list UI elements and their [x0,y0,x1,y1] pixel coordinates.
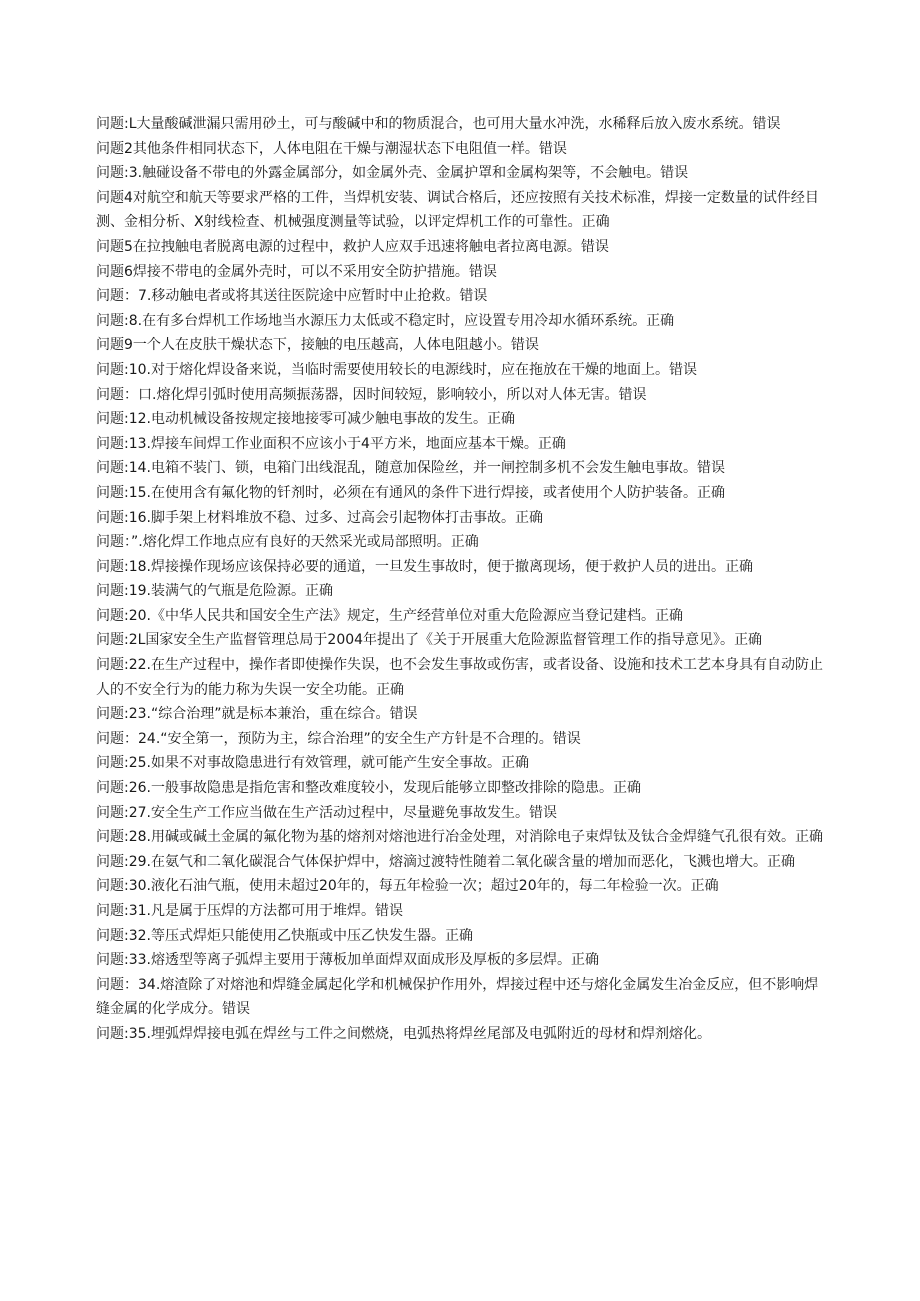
answer-label: 错误 [389,706,418,723]
answer-label: 错误 [696,460,725,477]
question-text: 问题4对航空和航天等要求严格的工件，当焊机安装、调试合格后，还应按照有关技术标准，焊接一定数量的试件经目测、金相分析、X射线检查、机械强度测量等试验，以评定焊机工作的可靠性。 [96,189,819,231]
question-text: 问题:15.在使用含有氟化物的钎剂时，必须在有通风的条件下进行焊接，或者使用个人防护装备。 [96,484,697,501]
question-text: 问题：34.熔渣除了对熔池和焊缝金属起化学和机械保护作用外，焊接过程中还与熔化金属发生冶金反应，但不影响焊缝金属的化学成分。 [96,976,819,1018]
answer-label: 错误 [660,165,689,182]
answer-label: 正确 [794,829,823,846]
question-text: 问题:33.熔透型等离子弧焊主要用于薄板加单面焊双面成形及厚板的多层焊。 [96,952,571,969]
answer-label: 正确 [766,853,795,870]
question-34 [96,973,828,1022]
question-text: 问题:13.焊接车间焊工作业面积不应该小于4平方米，地面应基本干燥。 [96,435,538,452]
answer-label: 正确 [570,952,599,969]
question-text: 问题:31.凡是属于压焊的方法都可用于堆焊。 [96,903,375,919]
answer-label: 正确 [612,780,641,797]
answer-label: 错误 [618,386,647,403]
question-text: 问题:23.“综合治理”就是标本兼治，重在综合。 [96,706,390,723]
question-19 [96,579,828,604]
question-text: 问题:16.脚手架上材料堆放不稳、过多、过高会引起物体打击事故。 [96,509,515,526]
answer-label: 正确 [486,411,515,428]
question-text: 问题:25.如果不对事故隐患进行有效管理，就可能产生安全事故。 [96,755,501,772]
answer-label: 错误 [528,804,557,821]
question-text: 问题:26.一般事故隐患是指危害和整改难度较小，发现后能够立即整改排除的隐患。 [96,780,613,797]
answer-label: 错误 [459,288,488,305]
answer-label: 错误 [752,116,781,132]
question-7 [96,284,828,309]
question-text: 问题:19.装满气的气瓶是危险源。 [96,583,305,600]
question-35 [96,1022,828,1047]
question-text: 问题：”.熔化焊工作地点应有良好的天然采光或局部照明。 [96,534,451,551]
answer-label: 正确 [304,583,333,600]
question-17 [96,530,828,555]
question-text: 问题:29.在氨气和二氧化碳混合气体保护焊中，熔滴过渡特性随着二氧化碳含量的增加而恶化，飞溅也增大。 [96,853,767,870]
question-27 [96,801,828,826]
answer-label: 正确 [734,632,763,649]
question-text: 问题:12.电动机械设备按规定接地接零可减少触电事故的发生。 [96,411,487,428]
question-15 [96,481,828,506]
question-text: 问题:28.用碱或碱土金属的氟化物为基的熔剂对熔池进行冶金处理，对消除电子束焊钛及钛合金焊缝气孔很有效。 [96,829,795,846]
answer-label: 正确 [444,927,473,944]
question-text: 问题:10.对于熔化焊设备来说，当临时需要使用较长的电源线时，应在拖放在干燥的地面上。 [96,361,669,378]
question-text: 问题:8.在有多台焊机工作场地当水源压力太低或不稳定时，应设置专用冷却水循环系统。 [96,312,647,329]
question-16 [96,506,828,531]
answer-label: 正确 [696,484,725,501]
question-12 [96,407,828,432]
question-25 [96,751,828,776]
question-11 [96,383,828,408]
question-31 [96,899,828,924]
question-8 [96,309,828,334]
question-13 [96,432,828,457]
answer-label: 错误 [580,238,609,255]
answer-label: 正确 [654,607,683,624]
answer-label: 正确 [376,681,404,698]
question-1 [96,112,828,137]
question-24 [96,727,828,752]
answer-label: 正确 [537,435,566,452]
question-text: 问题:22.在生产过程中，操作者即使操作失误，也不会发生事故或伤害，或者设备、设施和技术工艺本身具有自动防止人的不安全行为的能力称为失误一安全功能。 [96,657,823,698]
answer-label: 正确 [690,878,719,895]
answer-label: 错误 [468,263,497,280]
answer-label: 错误 [538,140,567,157]
answer-label: 正确 [514,509,543,526]
question-text: 问题：口.熔化焊引弧时使用高频振荡器，因时间较短，影响较小，所以对人体无害。 [96,386,619,403]
question-text: 问题2其他条件相同状态下，人体电阻在干燥与潮湿状态下电阻值一样。 [96,140,539,157]
question-4 [96,186,828,235]
question-text: 问题5在拉拽触电者脱离电源的过程中，救护人应双手迅速将触电者拉离电源。 [96,238,581,255]
question-text: 问题6焊接不带电的金属外壳时，可以不采用安全防护措施。 [96,263,469,280]
question-text: 问题：24.“安全第一，预防为主，综合治理”的安全生产方针是不合理的。 [96,730,553,747]
answer-label: 正确 [581,214,610,231]
question-26 [96,776,828,801]
question-5 [96,235,828,260]
question-23 [96,702,828,727]
question-text: 问题:2L国家安全生产监督管理总局于2004年提出了《关于开展重大危险源监督管理工作的指导意见》。 [96,632,735,649]
question-text: 问题:35.埋弧焊焊接电弧在焊丝与工件之间燃烧，电弧热将焊丝尾部及电弧附近的母材和焊剂熔化。 [96,1025,711,1042]
question-20 [96,604,828,629]
question-33 [96,948,828,973]
question-text: 问题：7.移动触电者或将其送往医院途中应暂时中止抢救。 [96,288,460,305]
question-text: 问题:L大量酸碱泄漏只需用砂土，可与酸碱中和的物质混合，也可用大量水冲洗，水稀释后放入废水系统。 [96,116,753,132]
question-9 [96,333,828,358]
question-text: 问题:27.安全生产工作应当做在生产活动过程中，尽量避免事故发生。 [96,804,529,821]
answer-label: 正确 [500,755,529,772]
question-22 [96,653,828,702]
question-10 [96,358,828,383]
answer-label: 错误 [222,1001,250,1018]
question-3 [96,161,828,186]
question-28 [96,825,828,850]
question-14 [96,456,828,481]
answer-label: 正确 [646,312,675,329]
answer-label: 正确 [450,534,479,551]
question-text: 问题:20.《中华人民共和国安全生产法》规定，生产经营单位对重大危险源应当登记建档。 [96,607,655,624]
document-page [96,112,828,1047]
question-2 [96,137,828,162]
question-30 [96,874,828,899]
question-text: 问题9一个人在皮肤干燥状态下，接触的电压越高，人体电阻越小。 [96,337,511,354]
answer-label: 错误 [552,730,581,747]
question-text: 问题:14.电箱不装门、锁，电箱门出线混乱，随意加保险丝，并一闸控制多机不会发生触电事故。 [96,460,697,477]
answer-label: 错误 [374,903,403,919]
question-text: 问题:18.焊接操作现场应该保持必要的通道，一旦发生事故时，便于撤离现场，便于救护人员的进出。 [96,558,725,575]
question-text: 问题:32.等压式焊炬只能使用乙快瓶或中压乙快发生器。 [96,927,445,944]
question-32 [96,924,828,949]
question-21 [96,628,828,653]
question-6 [96,260,828,285]
answer-label: 错误 [668,361,697,378]
question-18 [96,555,828,580]
question-text: 问题:3.触碰设备不带电的外露金属部分，如金属外壳、金属护罩和金属构架等，不会触电。 [96,165,661,182]
question-text: 问题:30.液化石油气瓶，使用未超过20年的，每五年检验一次；超过20年的，每二年检验一次。 [96,878,691,895]
question-29 [96,850,828,875]
answer-label: 错误 [510,337,539,354]
answer-label: 正确 [724,558,753,575]
